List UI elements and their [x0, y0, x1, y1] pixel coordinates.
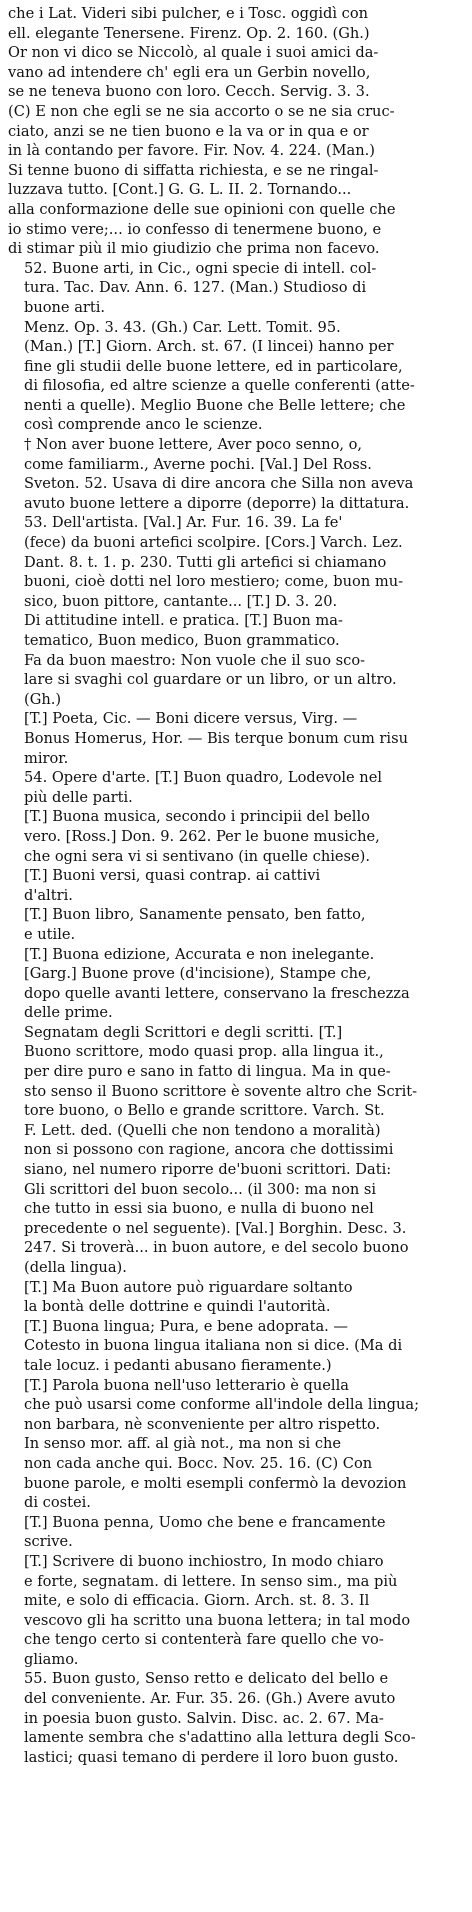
- text-line: che tengo certo si contenterà fare quello che vo-: [24, 1631, 384, 1649]
- text-line: (della lingua).: [24, 1259, 127, 1276]
- text-line: fine gli studii delle buone lettere, ed in particolare,: [24, 357, 403, 375]
- entry-paragraph: [8, 1513, 464, 1552]
- text-line: del conveniente. Ar. Fur. 35. 26. (Gh.) Avere avuto: [24, 1690, 396, 1708]
- text-line: [T.] Buona musica, secondo i principii del bello: [24, 808, 370, 826]
- entry-paragraph: [8, 1317, 464, 1376]
- text-line: [T.] Buon libro, Sanamente pensato, ben fatto,: [24, 906, 366, 924]
- entry-paragraph: [8, 1023, 464, 1278]
- entry-paragraph: [8, 1669, 464, 1767]
- text-line: Or non vi dico se Niccolò, al quale i suoi amici da-: [8, 44, 379, 62]
- text-line: di costei.: [24, 1494, 91, 1512]
- text-line: † Non aver buone lettere, Aver poco senno, o,: [24, 436, 363, 454]
- text-line: così comprende anco le scienze.: [24, 416, 263, 434]
- text-line: che i Lat. Videri sibi pulcher, e i Tosc. oggidì con: [8, 5, 369, 22]
- text-line: (fece) da buoni artefici scolpire. [Cors.] Varch. Lez.: [24, 534, 403, 552]
- text-line: [T.] Ma Buon autore può riguardare soltanto: [24, 1278, 353, 1296]
- entry-paragraph: [8, 435, 464, 513]
- text-line: se ne teneva buono con loro. Cecch. Servig. 3. 3.: [8, 83, 370, 101]
- text-line: Buono scrittore, modo quasi prop. alla lingua it.,: [24, 1043, 384, 1061]
- text-line: non cada anche qui. Bocc. Nov. 25. 16. (C) Con: [24, 1454, 373, 1472]
- text-line: ell. elegante Tenersene. Firenz. Op. 2. 160. (Gh.): [8, 24, 370, 42]
- text-line: [Garg.] Buone prove (d'incisione), Stampe che,: [24, 965, 372, 983]
- text-line: Si tenne buono di siffatta richiesta, e se ne ringal-: [8, 161, 379, 179]
- text-line: 52. Buone arti, in Cic., ogni specie di intell. col-: [24, 259, 377, 277]
- entry-paragraph: [8, 768, 464, 807]
- text-line: d'altri.: [24, 886, 73, 904]
- text-line: [T.] Poeta, Cic. — Boni dicere versus, Virg. —: [24, 710, 358, 728]
- entry-paragraph: [8, 318, 464, 436]
- text-line: 54. Opere d'arte. [T.] Buon quadro, Lodevole nel: [24, 769, 383, 787]
- text-line: scrive.: [24, 1533, 73, 1551]
- text-line: ciato, anzi se ne tien buono e la va or in qua e or: [8, 122, 369, 140]
- text-line: siano, nel numero riporre de'buoni scrittori. Dati:: [24, 1161, 392, 1179]
- text-line: Dant. 8. t. 1. p. 230. Tutti gli artefici si chiamano: [24, 553, 387, 571]
- entry-paragraph: [8, 651, 464, 710]
- text-line: Di attitudine intell. e pratica. [T.] Buon ma-: [24, 612, 343, 630]
- text-line: [T.] Scrivere di buono inchiostro, In modo chiaro: [24, 1552, 384, 1570]
- text-line: vescovo gli ha scritto una buona lettera; in tal modo: [24, 1611, 411, 1629]
- text-line: sto senso il Buono scrittore è sovente altro che Scrit-: [24, 1082, 418, 1100]
- text-line: 53. Dell'artista. [Val.] Ar. Fur. 16. 39. La fe': [24, 514, 343, 532]
- text-line: [T.] Buoni versi, quasi contrap. ai cattivi: [24, 867, 321, 885]
- text-line: vano ad intendere ch' egli era un Gerbin novello,: [8, 63, 371, 81]
- text-line: lare si svaghi col guardare or un libro, or un altro.: [24, 671, 397, 689]
- text-line: di filosofia, ed altre scienze a quelle conferenti (atte-: [24, 377, 415, 395]
- text-line: Fa da buon maestro: Non vuole che il suo sco-: [24, 651, 366, 669]
- text-line: luzzava tutto. [Cont.] G. G. L. II. 2. Tornando...: [8, 181, 352, 199]
- text-line: (C) E non che egli se ne sia accorto o se ne sia cruc-: [8, 102, 395, 120]
- entry-paragraph: [8, 905, 464, 944]
- entry-paragraph: [8, 611, 464, 650]
- text-line: Menz. Op. 3. 43. (Gh.) Car. Lett. Tomit. 95.: [24, 318, 341, 336]
- text-line: 55. Buon gusto, Senso retto e delicato del bello e: [24, 1670, 389, 1688]
- text-line: Bonus Homerus, Hor. — Bis terque bonum cum risu: [24, 729, 408, 747]
- entry-paragraph: [8, 807, 464, 866]
- entry-paragraph: [8, 709, 464, 768]
- text-line: Gli scrittori del buon secolo... (il 300: ma non si: [24, 1180, 377, 1198]
- text-line: non barbara, nè sconveniente per altro rispetto.: [24, 1415, 381, 1433]
- text-line: in poesia buon gusto. Salvin. Disc. ac. 2. 67. Ma-: [24, 1709, 384, 1727]
- entry-paragraph: [8, 513, 464, 611]
- text-line: sico, buon pittore, cantante... [T.] D. 3. 20.: [24, 592, 338, 610]
- text-line: Cotesto in buona lingua italiana non si dice. (Ma di: [24, 1337, 403, 1355]
- text-line: Segnatam degli Scrittori e degli scritti. [T.]: [24, 1023, 343, 1041]
- entry-paragraph: [8, 259, 464, 318]
- text-line: buoni, cioè dotti nel loro mestiero; come, buon mu-: [24, 573, 404, 591]
- text-line: Sveton. 52. Usava di dire ancora che Silla non aveva: [24, 475, 414, 493]
- entry-paragraph: [8, 4, 464, 259]
- text-line: di stimar più il mio giudizio che prima non facevo.: [8, 240, 380, 258]
- text-line: che ogni sera vi si sentivano (in quelle chiese).: [24, 847, 371, 865]
- text-line: [T.] Buona edizione, Accurata e non inelegante.: [24, 945, 375, 963]
- text-line: vero. [Ross.] Don. 9. 262. Per le buone musiche,: [24, 827, 380, 845]
- text-line: In senso mor. aff. al già not., ma non si che: [24, 1435, 342, 1453]
- entry-paragraph: [8, 1434, 464, 1512]
- text-line: buone arti.: [24, 298, 106, 316]
- text-line: nenti a quelle). Meglio Buone che Belle lettere; che: [24, 396, 406, 414]
- text-line: lamente sembra che s'adattino alla lettura degli Sco-: [24, 1729, 416, 1747]
- text-line: tura. Tac. Dav. Ann. 6. 127. (Man.) Studioso di: [24, 279, 367, 297]
- text-line: avuto buone lettere a diporre (deporre) la dittatura.: [24, 494, 410, 512]
- text-line: buone parole, e molti esempli confermò la devozion: [24, 1474, 407, 1492]
- text-line: [T.] Parola buona nell'uso letterario è quella: [24, 1376, 349, 1394]
- text-line: dopo quelle avanti lettere, conservano la freschezza: [24, 984, 410, 1002]
- entry-paragraph: [8, 1552, 464, 1670]
- text-line: precedente o nel seguente). [Val.] Borghin. Desc. 3.: [24, 1219, 407, 1237]
- text-line: non si possono con ragione, ancora che dottissimi: [24, 1141, 394, 1159]
- text-line: [T.] Buona penna, Uomo che bene e francamente: [24, 1513, 386, 1531]
- text-line: la bontà delle dottrine e quindi l'autorità.: [24, 1298, 331, 1316]
- text-line: F. Lett. ded. (Quelli che non tendono a moralità): [24, 1121, 381, 1139]
- entry-paragraph: [8, 1376, 464, 1435]
- text-line: e forte, segnatam. di lettere. In senso sim., ma più: [24, 1572, 398, 1590]
- text-line: alla conformazione delle sue opinioni con quelle che: [8, 200, 396, 218]
- text-line: miror.: [24, 749, 69, 767]
- text-line: tale locuz. i pedanti abusano fieramente.): [24, 1356, 332, 1374]
- text-line: tore buono, o Bello e grande scrittore. Varch. St.: [24, 1102, 385, 1120]
- text-line: io stimo vere;... io confesso di tenermene buono, e: [8, 220, 382, 238]
- entry-paragraph: [8, 945, 464, 1023]
- text-line: gliamo.: [24, 1650, 79, 1668]
- text-line: (Man.) [T.] Giorn. Arch. st. 67. (I lincei) hanno per: [24, 338, 394, 356]
- text-line: 247. Si troverà... in buon autore, e del secolo buono: [24, 1239, 409, 1257]
- entry-paragraph: [8, 1278, 464, 1317]
- text-line: delle prime.: [24, 1004, 113, 1022]
- text-line: mite, e solo di efficacia. Giorn. Arch. st. 8. 3. Il: [24, 1592, 370, 1610]
- text-line: in là contando per favore. Fir. Nov. 4. 224. (Man.): [8, 142, 375, 160]
- text-line: come familiarm., Averne pochi. [Val.] Del Ross.: [24, 455, 372, 473]
- text-line: [T.] Buona lingua; Pura, e bene adoprata. —: [24, 1317, 349, 1335]
- entry-paragraph: [8, 866, 464, 905]
- text-line: (Gh.): [24, 690, 62, 708]
- text-line: più delle parti.: [24, 788, 133, 806]
- text-line: per dire puro e sano in fatto di lingua. Ma in que-: [24, 1063, 391, 1081]
- text-line: che tutto in essi sia buono, e nulla di buono nel: [24, 1200, 374, 1218]
- text-line: e utile.: [24, 925, 76, 943]
- text-line: che può usarsi come conforme all'indole della lingua;: [24, 1396, 420, 1414]
- text-line: lastici; quasi temano di perdere il loro buon gusto.: [24, 1748, 399, 1766]
- text-line: tematico, Buon medico, Buon grammatico.: [24, 632, 340, 649]
